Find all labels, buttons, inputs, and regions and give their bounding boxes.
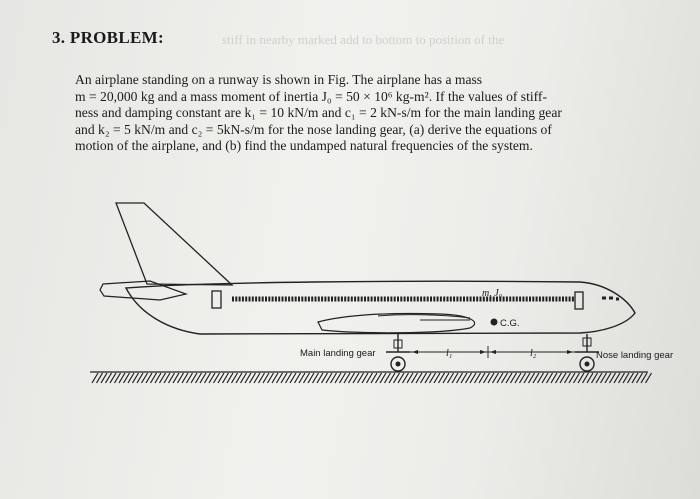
l2-label: l₂ (530, 348, 537, 359)
cockpit-windows (602, 298, 619, 299)
problem-title: 3. PROBLEM: (52, 28, 164, 47)
ground-runway (90, 372, 652, 383)
rear-door (212, 291, 221, 308)
front-door (575, 292, 583, 309)
statement-line: ness and damping constant are k₁ = 10 kN/m and c₁ = 2 kN-s/m for the main landing gear (75, 105, 562, 121)
tail-fin (116, 203, 232, 285)
statement-line: and k₂ = 5 kN/m and c₂ = 5kN-s/m for the nose landing gear, (a) derive the equations of (75, 121, 552, 137)
cg-marker (491, 319, 498, 326)
statement-line: An airplane standing on a runway is shown in Fig. The airplane has a mass (75, 72, 483, 87)
main-gear-label: Main landing gear (300, 348, 376, 359)
bleed-through-text: stiff in nearby marked add to bottom to position of the (222, 32, 505, 47)
mass-inertia-label: m, J₀ (482, 288, 503, 299)
dimension-line (410, 346, 575, 358)
main-landing-gear (386, 334, 410, 371)
statement-line: motion of the airplane, and (b) find the undamped natural frequencies of the system. (75, 138, 533, 154)
cg-label: C.G. (500, 318, 520, 329)
fuselage (126, 281, 635, 334)
nose-gear-label: Nose landing gear (596, 350, 674, 361)
l1-label: l₁ (446, 348, 453, 359)
statement-line: m = 20,000 kg and a mass moment of inertia J₀ = 50 × 10⁶ kg-m². If the values of stiff- (75, 88, 547, 104)
